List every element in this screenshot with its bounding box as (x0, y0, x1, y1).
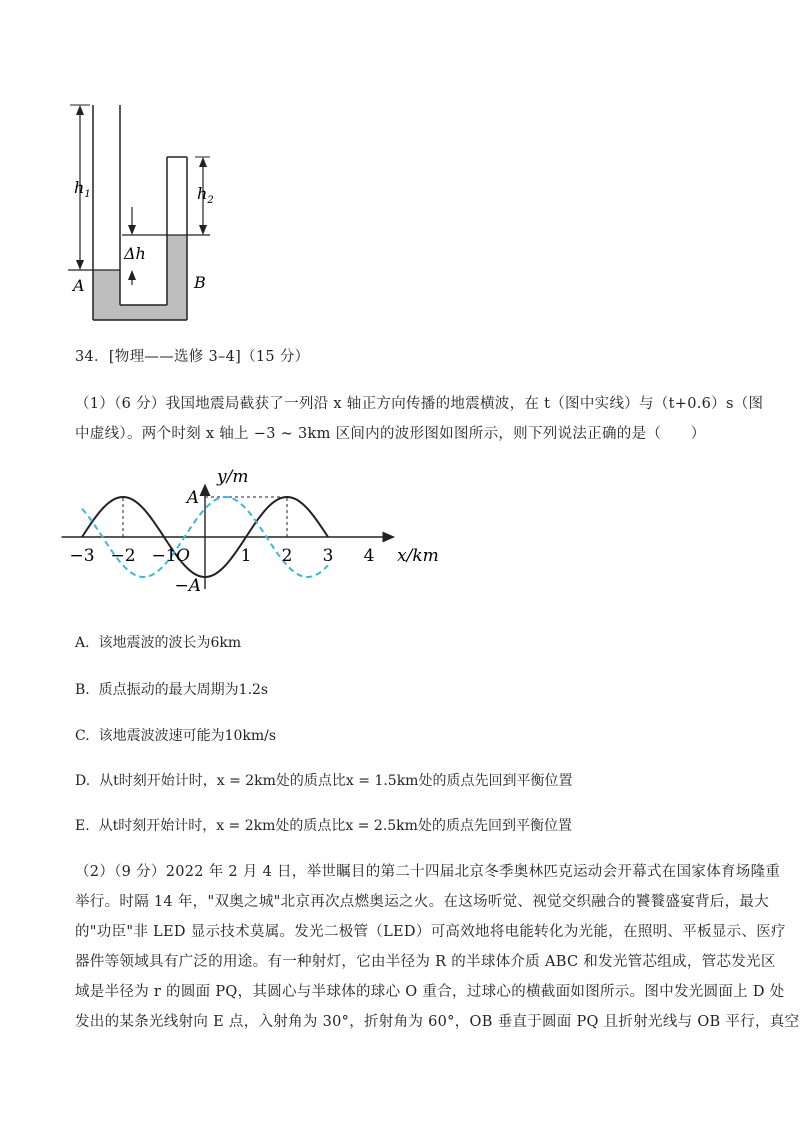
x-tick-label: 4 (363, 546, 375, 566)
part2-line: （2）（9 分）2022 年 2 月 4 日，举世瞩目的第二十四届北京冬季奥林匹克运动会开幕式在国家体育场隆重 (75, 864, 781, 880)
option-b: B. 质点振动的最大周期为1.2s (75, 682, 269, 698)
part2-line: 器件等领域具有广泛的用途。有一种射灯，它由半径为 R 的半球体介质 ABC 和发光管芯组成，管芯发光区 (75, 954, 776, 970)
label-delta-h: Δh (124, 244, 146, 263)
option-c: C. 该地震波波速可能为10km/s (75, 728, 277, 744)
option-d: D. 从t时刻开始计时，x = 2km处的质点比x = 1.5km处的质点先回到平衡位置 (75, 773, 573, 789)
part2-line: 举行。时隔 14 年，"双奥之城"北京再次点燃奥运之火。在这场听觉、视觉交织融合的饕餮盛宴背后，最大 (75, 894, 770, 910)
part2-line: 域是半径为 r 的圆面 PQ，其圆心与半球体的球心 O 重合，过球心的横截面如图所示。图中发光圆面上 D 处 (75, 984, 785, 1000)
x-tick-label: 3 (322, 546, 334, 566)
wave-chart (60, 460, 440, 610)
x-axis-label: x/km (397, 546, 439, 566)
y-axis-label: y/m (217, 467, 249, 487)
x-tick-label: 1 (240, 546, 252, 566)
part1-line2: 中虚线）。两个时刻 x 轴上 −3 ~ 3km 区间内的波形图如图所示，则下列说法正确的是（ ） (75, 426, 706, 442)
label-h2: $h_2$ (197, 184, 214, 206)
y-tick-label: −A (174, 576, 201, 596)
u-tube-figure (60, 95, 240, 330)
option-a: A. 该地震波的波长为6km (75, 635, 242, 651)
label-h1: $h_1$ (74, 178, 91, 200)
x-tick-label: 2 (281, 546, 293, 566)
part2-line: 的"功臣"非 LED 显示技术莫属。发光二极管（LED）可高效地将电能转化为光能，在照明、平板显示、医疗 (75, 924, 786, 940)
label-A: A (73, 276, 85, 295)
part1-line1: （1）（6 分）我国地震局截获了一列沿 x 轴正方向传播的地震横波，在 t（图中实线）与（t+0.6）s（图 (75, 396, 764, 412)
x-tick-label: −2 (110, 546, 136, 566)
x-tick-label: −1 (151, 546, 177, 566)
label-B: B (194, 273, 206, 292)
part2-line: 发出的某条光线射向 E 点，入射角为 30°，折射角为 60°，OB 垂直于圆面 PQ 且折射光线与 OB 平行，真空 (75, 1014, 800, 1030)
y-tick-label: A (186, 488, 199, 508)
x-tick-label: O (176, 546, 190, 566)
option-e: E. 从t时刻开始计时，x = 2km处的质点比x = 2.5km处的质点先回到平衡位置 (75, 818, 572, 834)
question-header: 34．[物理——选修 3–4]（15 分） (75, 349, 310, 365)
x-tick-label: −3 (69, 546, 95, 566)
